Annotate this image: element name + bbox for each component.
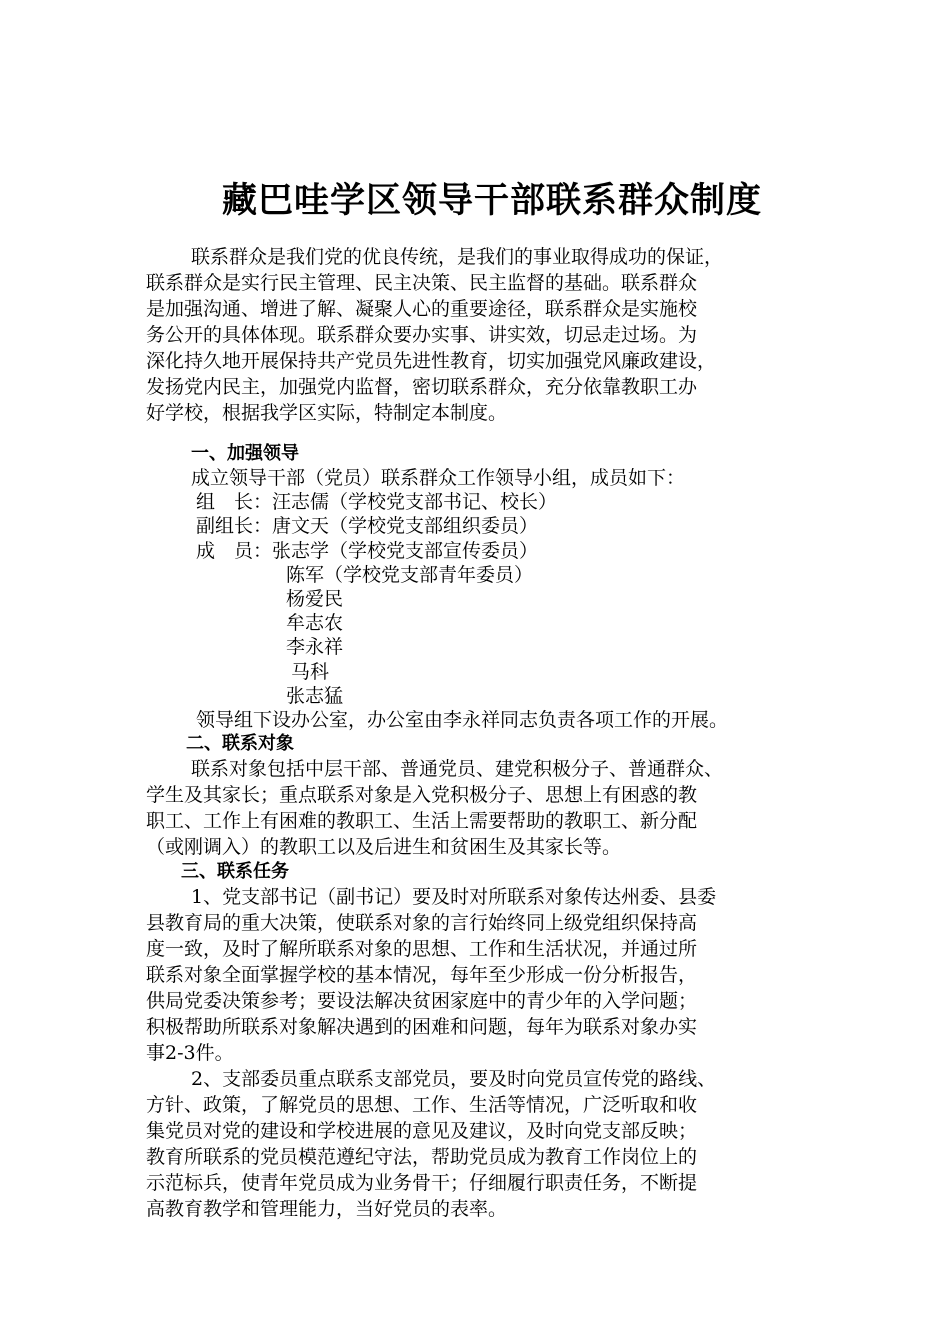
task2-line: 教育所联系的党员模范遵纪守法，帮助党员成为教育工作岗位上的 — [146, 1146, 698, 1169]
contacts-line: 学生及其家长；重点联系对象是入党积极分子、思想上有困惑的教 — [146, 784, 698, 807]
task1-line: 1、党支部书记（副书记）要及时对所联系对象传达州委、县委 — [191, 886, 717, 909]
leadership-lead: 成立领导干部（党员）联系群众工作领导小组，成员如下： — [191, 467, 686, 489]
group-members-first: 成 员：张志学（学校党支部宣传委员） — [196, 539, 539, 562]
intro-line: 联系群众是我们党的优良传统，是我们的事业取得成功的保证， — [191, 246, 724, 268]
group-deputy: 副组长：唐文天（学校党支部组织委员） — [196, 515, 539, 538]
group-member: 牟志农 — [286, 612, 344, 635]
document-body — [146, 244, 826, 1222]
task2-line: 集党员对党的建设和学校进展的意见及建议，及时向党支部反映； — [146, 1120, 698, 1143]
task1-line: 联系对象全面掌握学校的基本情况，每年至少形成一份分析报告， — [146, 964, 698, 987]
task2-line: 2、支部委员重点联系支部党员，要及时向党员宣传党的路线、 — [191, 1068, 717, 1091]
task1-line: 度一致，及时了解所联系对象的思想、工作和生活状况，并通过所 — [146, 938, 698, 961]
group-member: 马科 — [291, 660, 330, 683]
task2-line: 高教育教学和管理能力，当好党员的表率。 — [146, 1198, 508, 1221]
task1-line: 事2-3件。 — [146, 1042, 234, 1065]
contacts-line: 联系对象包括中层干部、普通党员、建党积极分子、普通群众、 — [191, 758, 724, 781]
task1-line: 积极帮助所联系对象解决遇到的困难和问题，每年为联系对象办实 — [146, 1016, 698, 1039]
task2-line: 示范标兵，使青年党员成为业务骨干；仔细履行职责任务，不断提 — [146, 1172, 698, 1195]
section-heading-tasks: 三、联系任务 — [181, 861, 289, 883]
group-member: 李永祥 — [286, 636, 344, 659]
intro-line: 是加强沟通、增进了解、凝聚人心的重要途径，联系群众是实施校 — [146, 298, 698, 320]
group-leader: 组 长：汪志儒（学校党支部书记、校长） — [196, 491, 558, 514]
contacts-line: （或刚调入）的教职工以及后进生和贫困生及其家长等。 — [146, 836, 622, 859]
intro-line: 好学校，根据我学区实际，特制定本制度。 — [146, 402, 508, 424]
task1-line: 县教育局的重大决策，使联系对象的言行始终同上级党组织保持高 — [146, 912, 698, 935]
intro-line: 发扬党内民主，加强党内监督，密切联系群众，充分依靠教职工办 — [146, 376, 698, 398]
group-member: 陈军（学校党支部青年委员） — [286, 563, 534, 586]
intro-line: 深化持久地开展保持共产党员先进性教育，切实加强党风廉政建设， — [146, 350, 717, 372]
section-heading-contacts: 二、联系对象 — [186, 733, 294, 755]
contacts-line: 职工、工作上有困难的教职工、生活上需要帮助的教职工、新分配 — [146, 810, 698, 833]
office-note: 领导组下设办公室，办公室由李永祥同志负责各项工作的开展。 — [196, 709, 729, 732]
intro-line: 务公开的具体体现。联系群众要办实事、讲实效，切忌走过场。为 — [146, 324, 698, 346]
section-heading-leadership: 一、加强领导 — [191, 443, 299, 464]
group-member: 杨爱民 — [286, 588, 344, 611]
intro-line: 联系群众是实行民主管理、民主决策、民主监督的基础。联系群众 — [146, 272, 698, 294]
document-title: 藏巴哇学区领导干部联系群众制度 — [222, 181, 763, 221]
task1-line: 供局党委决策参考；要设法解决贫困家庭中的青少年的入学问题； — [146, 990, 698, 1013]
group-member: 张志猛 — [286, 684, 344, 707]
task2-line: 方针、政策，了解党员的思想、工作、生活等情况，广泛听取和收 — [146, 1094, 698, 1117]
